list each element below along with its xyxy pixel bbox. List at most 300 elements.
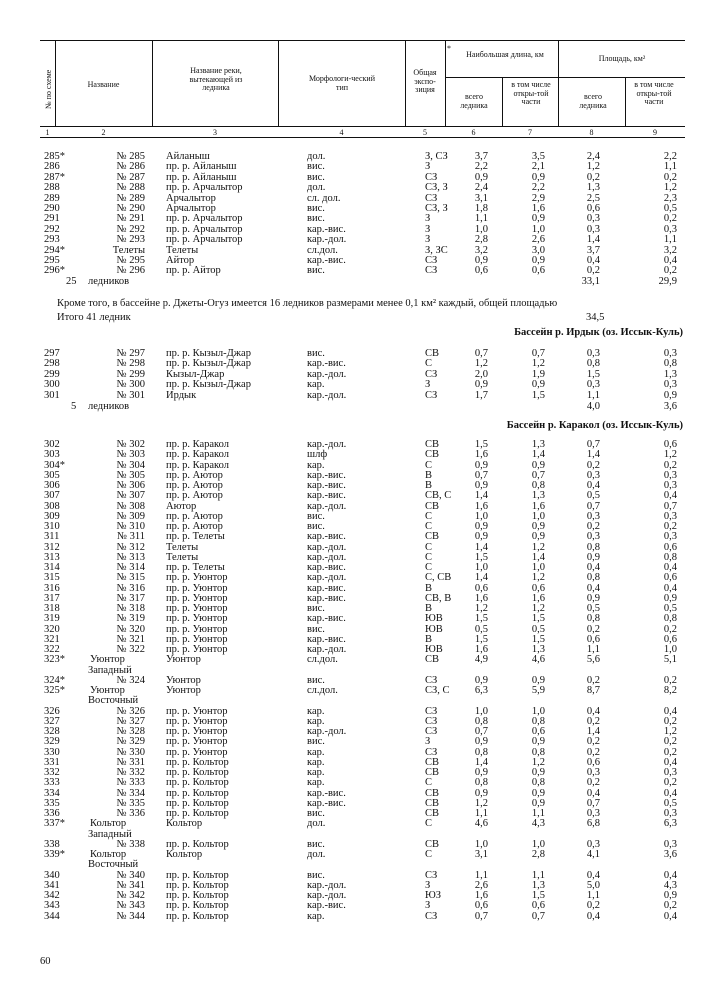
river-name: пр. р. Телеты [166, 562, 225, 573]
morphological-type: вис. [307, 213, 325, 225]
glacier-name: № 316 [116, 582, 145, 594]
morphological-type: кар.-вис. [307, 613, 346, 625]
area-total: 0,3 [586, 348, 600, 359]
glacier-number: 316 [44, 582, 60, 594]
area-total: 1,4 [586, 234, 600, 246]
glacier-number: 333 [44, 777, 60, 789]
glacier-number: 293 [44, 234, 60, 246]
river-name: пр. р. Уюнтор [166, 582, 228, 594]
area-total: 5,0 [586, 879, 600, 891]
length-open: 1,5 [531, 633, 545, 645]
glacier-name: № 286 [116, 161, 145, 173]
river-name: пр. р. Айланыш [166, 171, 237, 183]
exposure: С [425, 551, 433, 563]
area-total: 0,5 [586, 603, 600, 614]
morphological-type: дол. [307, 849, 326, 860]
length-total: 1,6 [474, 592, 488, 604]
table-row [0, 461, 725, 471]
river-name: пр. р. Кольтор [166, 869, 229, 881]
column-number-line [40, 137, 685, 138]
area-total: 0,3 [586, 767, 600, 778]
length-total: 6,3 [474, 685, 488, 696]
morphological-type: кар. [307, 705, 325, 717]
morphological-type: кар.-вис. [307, 255, 346, 266]
river-name: пр. р. Кольтор [166, 890, 229, 901]
area-open: 0,6 [663, 572, 677, 584]
morphological-type: вис. [307, 203, 325, 214]
glacier-name: № 341 [116, 879, 145, 891]
exposure: СВ [425, 797, 440, 809]
col-type-header: Морфологи-ческий тип [309, 74, 375, 92]
exposure: СВ [425, 808, 440, 819]
table-row [0, 737, 725, 747]
glacier-number: 322 [44, 644, 60, 655]
glacier-name: № 338 [116, 838, 145, 850]
area-total: 2,4 [586, 151, 600, 162]
glacier-name: № 326 [116, 705, 145, 717]
glacier-name: № 317 [116, 592, 145, 604]
glacier-name: № 291 [116, 213, 145, 225]
river-name: пр. р. Кызыл-Джар [166, 348, 251, 359]
table-row [0, 901, 725, 911]
glacier-number: 327 [44, 715, 60, 727]
length-open: 1,2 [531, 541, 545, 553]
area-total: 1,2 [586, 161, 600, 173]
river-name: Аютор [166, 500, 197, 512]
header-divider [152, 41, 153, 126]
area-total: 0,2 [586, 459, 600, 471]
table-row [0, 471, 725, 481]
length-open: 2,6 [531, 234, 545, 246]
length-open: 4,3 [531, 818, 545, 830]
length-total: 0,7 [474, 348, 488, 359]
glacier-number: 302 [44, 439, 60, 450]
exposure: З [425, 379, 431, 391]
river-name: Ирдык [166, 389, 197, 401]
glacier-number: 329 [44, 736, 60, 748]
area-total: 4,1 [586, 849, 600, 860]
area-total: 2,5 [586, 192, 600, 204]
area-total: 0,3 [586, 223, 600, 235]
area-open: 0,9 [663, 592, 677, 604]
glacier-name: № 330 [116, 746, 145, 758]
glacier-name: Кольтор [90, 818, 127, 830]
morphological-type: кар.-вис. [307, 531, 346, 543]
length-total: 0,7 [474, 469, 488, 481]
area-total: 0,2 [586, 265, 600, 277]
length-open: 0,9 [531, 171, 545, 183]
length-total: 0,8 [474, 746, 488, 758]
area-total: 0,3 [586, 379, 600, 391]
river-name: пр. р. Каракол [166, 449, 229, 461]
length-open: 1,5 [531, 613, 545, 625]
length-open: 1,5 [531, 389, 545, 401]
table-row [0, 370, 725, 380]
glacier-name: № 309 [116, 510, 145, 522]
length-open: 2,9 [531, 192, 545, 204]
morphological-type: кар.-вис. [307, 633, 346, 645]
glacier-name: № 327 [116, 715, 145, 727]
glacier-number: 323* [44, 654, 65, 666]
length-total: 1,4 [474, 572, 488, 584]
exposure: СЗ [425, 869, 438, 881]
glacier-number: 326 [44, 705, 60, 717]
area-total: 0,3 [586, 838, 600, 850]
river-name: пр. р. Каракол [166, 439, 229, 450]
table-row [0, 214, 725, 224]
col-area-header: Площадь, км² [598, 54, 646, 63]
exposure: СЗ [425, 674, 438, 686]
glacier-name: № 340 [116, 869, 145, 881]
area-total: 0,8 [586, 572, 600, 584]
area-open: 0,2 [663, 674, 677, 686]
river-name: пр. р. Арчалытор [166, 182, 243, 194]
summary-row [0, 402, 725, 412]
length-total: 1,5 [474, 613, 488, 625]
length-total: 0,8 [474, 777, 488, 789]
area-total: 1,4 [586, 449, 600, 461]
river-name: пр. р. Арчалытор [166, 234, 243, 246]
length-total: 2,6 [474, 879, 488, 891]
exposure: СВ [425, 449, 440, 461]
glacier-name: № 333 [116, 777, 145, 789]
river-name: пр. р. Арчалытор [166, 213, 243, 225]
length-open: 1,4 [531, 551, 545, 563]
area-total: 0,4 [586, 910, 600, 922]
glacier-number: 311 [44, 531, 60, 543]
river-name: пр. р. Уюнтор [166, 705, 228, 717]
table-row [0, 152, 725, 162]
length-open: 1,3 [531, 439, 545, 450]
area-total: 0,2 [586, 715, 600, 727]
table-row [0, 758, 725, 768]
area-open: 0,4 [663, 490, 677, 502]
length-total: 3,2 [474, 244, 488, 256]
morphological-type: вис. [307, 510, 325, 522]
area-open: 0,2 [663, 521, 677, 532]
glacier-number: 342 [44, 890, 60, 901]
length-total: 0,6 [474, 265, 488, 277]
area-open: 1,2 [663, 449, 677, 461]
glacier-number: 291 [44, 213, 60, 225]
table-row [0, 391, 725, 401]
glacier-name: № 307 [116, 490, 145, 502]
length-open: 1,2 [531, 603, 545, 614]
exposure: СВ, В [425, 592, 452, 604]
morphological-type: кар.-вис. [307, 490, 346, 502]
glacier-name: № 329 [116, 736, 145, 748]
column-number: 4 [339, 128, 344, 137]
length-open: 1,6 [531, 500, 545, 512]
column-number: 2 [101, 128, 106, 137]
river-name: пр. р. Кольтор [166, 910, 229, 922]
morphological-type: кар.-дол. [307, 572, 347, 584]
glacier-number: 290 [44, 203, 60, 214]
length-total: 1,4 [474, 490, 488, 502]
morphological-type: кар. [307, 715, 325, 727]
river-name: Айтор [166, 255, 195, 266]
length-open: 4,6 [531, 654, 545, 666]
length-total: 1,0 [474, 838, 488, 850]
header-divider [625, 77, 626, 126]
length-open: 5,9 [531, 685, 545, 696]
length-open: 1,2 [531, 572, 545, 584]
length-open: 0,5 [531, 623, 545, 635]
glacier-number: 330 [44, 746, 60, 758]
glacier-name: № 285 [116, 151, 145, 162]
area-total: 0,3 [586, 469, 600, 481]
area-open: 0,4 [663, 787, 677, 799]
area-open: 0,6 [663, 633, 677, 645]
length-total: 1,4 [474, 756, 488, 768]
table-row [0, 359, 725, 369]
glacier-number: 339* [44, 849, 65, 860]
glacier-number: 341 [44, 879, 60, 891]
glacier-number: 324* [44, 674, 65, 686]
river-name: пр. р. Кольтор [166, 756, 229, 768]
glacier-number: 295 [44, 255, 60, 266]
morphological-type: вис. [307, 161, 325, 173]
glacier-number: 328 [44, 726, 60, 737]
table-row [0, 266, 725, 276]
summary-row [0, 277, 725, 287]
river-name: пр. р. Кольтор [166, 808, 229, 819]
glacier-number: 299 [44, 368, 60, 380]
length-open: 1,3 [531, 644, 545, 655]
area-open: 0,8 [663, 358, 677, 370]
glacier-number: 297 [44, 348, 60, 359]
table-row [0, 707, 725, 717]
length-total: 3,7 [474, 151, 488, 162]
length-open: 0,6 [531, 726, 545, 737]
morphological-type: кар.-вис. [307, 900, 346, 912]
morphological-type: дол. [307, 151, 326, 162]
area-total: 0,4 [586, 562, 600, 573]
area-total: 0,3 [586, 213, 600, 225]
table-row [0, 194, 725, 204]
exposure: В [425, 633, 433, 645]
glacier-number: 310 [44, 521, 60, 532]
area-open: 0,5 [663, 603, 677, 614]
glacier-number: 287* [44, 171, 65, 183]
river-name: пр. р. Кольтор [166, 777, 229, 789]
glacier-name: Телеты [112, 244, 145, 256]
glacier-number: 296* [44, 265, 65, 277]
area-open: 0,3 [663, 767, 677, 778]
area-open: 0,2 [663, 715, 677, 727]
exposure: СЗ, З [425, 182, 448, 194]
length-total: 1,1 [474, 808, 488, 819]
length-total: 0,9 [474, 767, 488, 778]
morphological-type: кар. [307, 746, 325, 758]
morphological-type: кар.-дол. [307, 439, 347, 450]
glacier-name: № 302 [116, 439, 145, 450]
length-open: 1,1 [531, 808, 545, 819]
glacier-name: № 343 [116, 900, 145, 912]
table-row [0, 849, 725, 871]
area-open: 5,1 [663, 654, 677, 666]
river-name: пр. р. Уюнтор [166, 633, 228, 645]
area-open: 3,6 [663, 849, 677, 860]
glacier-number: 288 [44, 182, 60, 194]
glacier-number: 301 [44, 389, 60, 401]
col-length-total-header: всего ледника [460, 92, 488, 110]
table-row [0, 799, 725, 809]
table-row [0, 818, 725, 840]
glacier-number: 335 [44, 797, 60, 809]
glacier-number: 343 [44, 900, 60, 912]
river-name: Телеты [166, 541, 199, 553]
table-row [0, 717, 725, 727]
table-row [0, 450, 725, 460]
exposure: В [425, 469, 433, 481]
summary-count: 25 [66, 276, 77, 287]
length-open: 1,9 [531, 368, 545, 380]
exposure: ЮВ [425, 623, 443, 635]
morphological-type: кар.-вис. [307, 787, 346, 799]
glacier-name: № 311 [116, 531, 145, 543]
morphological-type: кар.-дол. [307, 551, 347, 563]
morphological-type: кар.-вис. [307, 469, 346, 481]
length-total: 4,9 [474, 654, 488, 666]
exposure: С [425, 459, 433, 471]
area-total: 0,6 [586, 633, 600, 645]
glacier-name: № 288 [116, 182, 145, 194]
table-row [0, 891, 725, 901]
area-total: 0,4 [586, 480, 600, 491]
length-total: 0,9 [474, 379, 488, 391]
length-total: 0,9 [474, 531, 488, 543]
col-area-open-header: в том числе откры-той части [634, 80, 674, 106]
glacier-name: № 324 [116, 674, 145, 686]
glacier-name: № 304 [116, 459, 145, 471]
glacier-number: 289 [44, 192, 60, 204]
exposure: ЮВ [425, 613, 443, 625]
area-open: 0,3 [663, 480, 677, 491]
table-row [0, 246, 725, 256]
glacier-number: 298 [44, 358, 60, 370]
length-open: 0,9 [531, 459, 545, 471]
length-total: 1,6 [474, 890, 488, 901]
summary-area-open: 29,9 [658, 276, 677, 287]
length-open: 2,2 [531, 182, 545, 194]
glacier-name: № 299 [116, 368, 145, 380]
river-name: пр. р. Айтор [166, 265, 221, 277]
exposure: СВ [425, 531, 440, 543]
area-total: 0,2 [586, 521, 600, 532]
river-name: пр. р. Телеты [166, 531, 225, 543]
area-open: 0,4 [663, 869, 677, 881]
glacier-number: 305 [44, 469, 60, 481]
length-open: 0,9 [531, 674, 545, 686]
morphological-type: кар. [307, 379, 325, 391]
exposure: З [425, 223, 431, 235]
length-open: 0,7 [531, 469, 545, 481]
length-total: 0,9 [474, 674, 488, 686]
exposure: В [425, 603, 433, 614]
area-open: 1,2 [663, 182, 677, 194]
morphological-type: кар.-вис. [307, 592, 346, 604]
glacier-number: 292 [44, 223, 60, 235]
river-name: пр. р. Кольтор [166, 787, 229, 799]
length-total: 1,7 [474, 389, 488, 401]
morphological-type: кар.-вис. [307, 797, 346, 809]
area-total: 0,8 [586, 613, 600, 625]
summary-area-open: 3,6 [663, 401, 677, 412]
area-total: 0,5 [586, 490, 600, 502]
area-total: 0,2 [586, 623, 600, 635]
exposure: СЗ [425, 910, 438, 922]
area-total: 1,3 [586, 182, 600, 194]
morphological-type: вис. [307, 674, 325, 686]
header-subline [445, 77, 558, 78]
length-open: 1,0 [531, 562, 545, 573]
length-open: 0,9 [531, 787, 545, 799]
asterisk-mark: * [447, 44, 451, 53]
note-total-value: 34,5 [586, 312, 605, 323]
table-row [0, 604, 725, 614]
exposure: З [425, 736, 431, 748]
exposure: С [425, 358, 433, 370]
area-open: 1,2 [663, 726, 677, 737]
length-total: 0,7 [474, 726, 488, 737]
length-open: 1,6 [531, 203, 545, 214]
exposure: СЗ [425, 726, 438, 737]
area-open: 0,9 [663, 389, 677, 401]
area-open: 0,2 [663, 213, 677, 225]
glacier-number: 308 [44, 500, 60, 512]
col-length-open-header: в том числе откры-той части [511, 80, 551, 106]
length-total: 0,9 [474, 480, 488, 491]
area-open: 0,2 [663, 171, 677, 183]
length-open: 0,9 [531, 521, 545, 532]
summary-count: 5 [71, 401, 77, 412]
river-name: Кызыл-Джар [166, 368, 225, 380]
river-name: пр. р. Уюнтор [166, 726, 228, 737]
area-total: 0,4 [586, 582, 600, 594]
area-total: 0,2 [586, 777, 600, 789]
glacier-name: № 287 [116, 171, 145, 183]
glacier-name-line2: Восточный [88, 859, 139, 871]
area-total: 1,1 [586, 389, 600, 401]
table-row [0, 491, 725, 501]
area-total: 0,7 [586, 439, 600, 450]
area-open: 0,5 [663, 203, 677, 214]
area-total: 0,9 [586, 592, 600, 604]
area-open: 0,4 [663, 756, 677, 768]
morphological-type: кар.-вис. [307, 223, 346, 235]
area-open: 0,2 [663, 900, 677, 912]
river-name: Телеты [166, 551, 199, 563]
exposure: В [425, 480, 433, 491]
glacier-name: Уюнтор [90, 654, 125, 666]
table-row [0, 225, 725, 235]
note-line: Кроме того, в бассейне р. Джеты-Огуз имеется 16 ледников размерами менее 0,1 км² каждый, общей площадью [57, 298, 558, 309]
length-total: 0,9 [474, 787, 488, 799]
area-open: 0,4 [663, 705, 677, 717]
glacier-number: 318 [44, 603, 60, 614]
glacier-name: № 303 [116, 449, 145, 461]
river-name: Уюнтор [166, 654, 201, 666]
area-total: 1,4 [586, 726, 600, 737]
length-total: 2,8 [474, 234, 488, 246]
table-row [0, 584, 725, 594]
length-open: 0,9 [531, 736, 545, 748]
river-name: пр. р. Уюнтор [166, 644, 228, 655]
area-total: 0,3 [586, 531, 600, 543]
table-row [0, 573, 725, 583]
glacier-number: 317 [44, 592, 60, 604]
